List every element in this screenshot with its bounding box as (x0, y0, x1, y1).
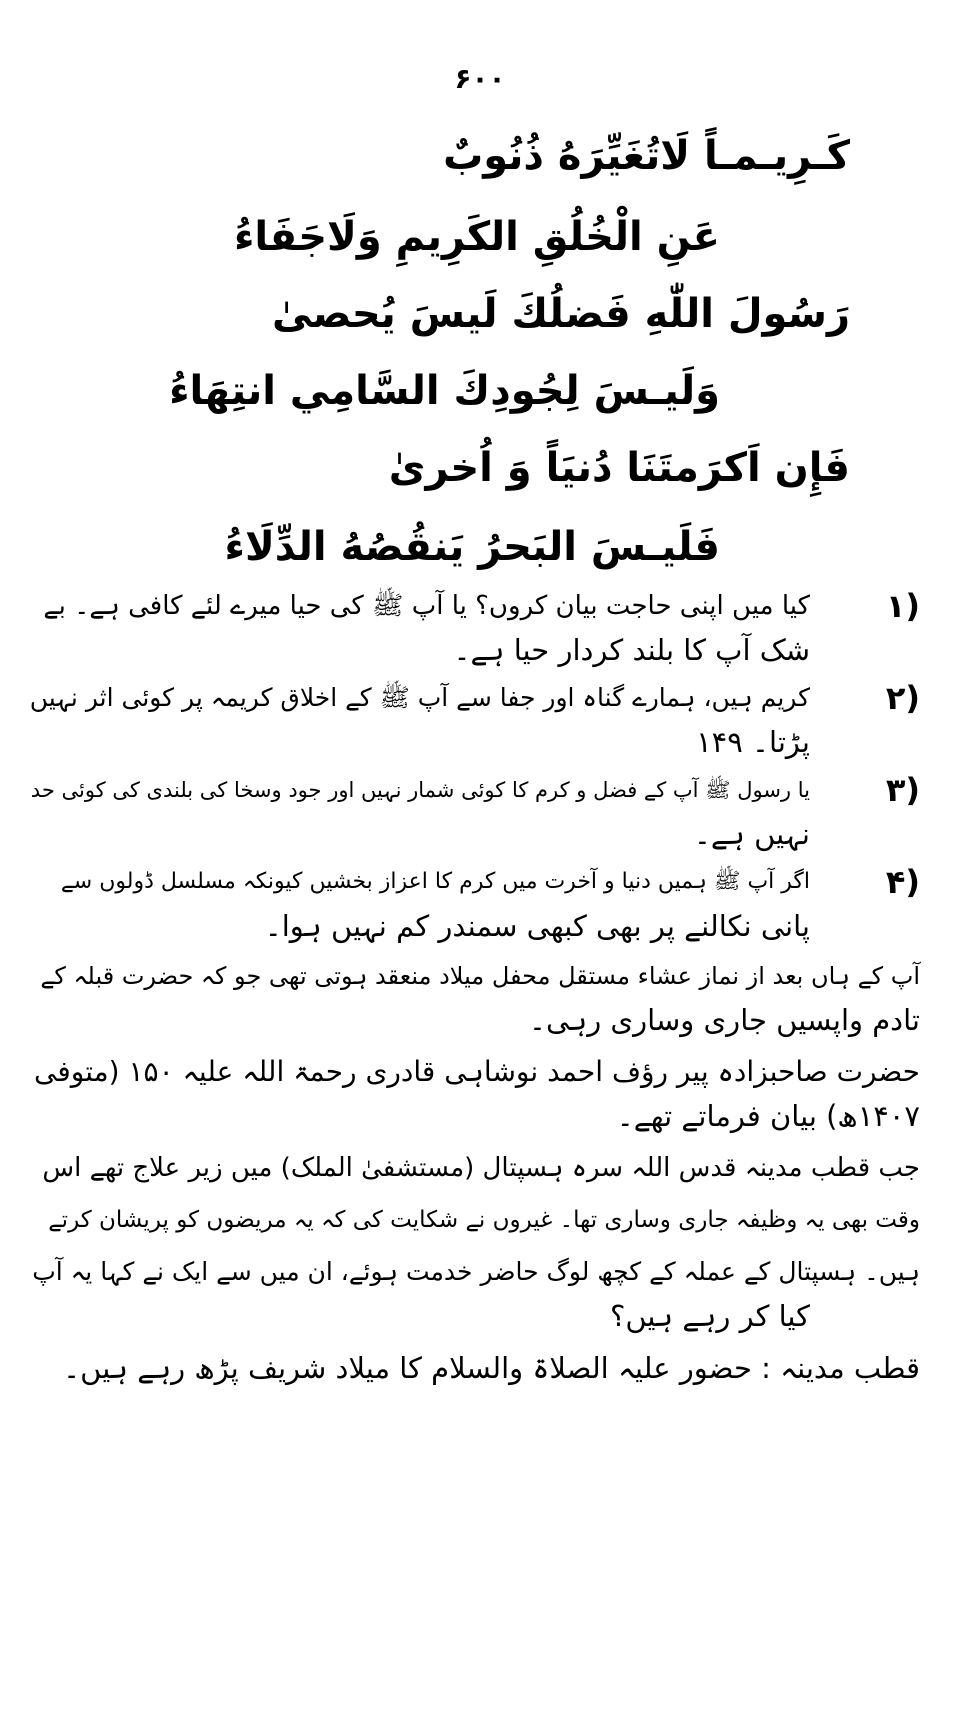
prose-line: تادم واپسیں جاری وساری رہی۔ (529, 1003, 920, 1037)
prose-line: کیا کر رہے ہیں؟ (609, 1299, 810, 1333)
poem-verse: رَسُولَ اللّٰهِ فَضلُكَ لَيسَ يُحصىٰ (272, 291, 850, 337)
poem-verse: عَنِ الْخُلُقِ الكَرِيمِ وَلَاجَفَاءُ (233, 214, 720, 260)
translation-line: اگر آپ ﷺ ہمیں دنیا و آخرت میں کرم کا اعزاز بخشیں کیونکہ مسلسل ڈولوں سے (60, 869, 810, 894)
item-number: ۲) (885, 679, 920, 717)
prose-line: جب قطب مدینہ قدس اللہ سرہ ہسپتال (مستشفیٰ الملک) میں زیر علاج تھے اس (42, 1153, 920, 1183)
translation-line: نہیں ہے۔ (693, 817, 810, 851)
translation-line: کیا میں اپنی حاجت بیان کروں؟ یا آپ ﷺ کی حیا میرے لئے کافی ہے۔ بے (43, 591, 810, 621)
translation-line: پڑتا۔ ۱۴۹ (696, 725, 810, 759)
translation-line: کریم ہیں، ہمارے گناہ اور جفا سے آپ ﷺ کے اخلاق کریمہ پر کوئی اثر نہیں (29, 683, 810, 712)
prose-line: ہیں۔ ہسپتال کے عملہ کے کچھ لوگ حاضر خدمت ہوئے، ان میں سے ایک نے کہا یہ آپ (32, 1257, 920, 1286)
translation-line: شک آپ کا بلند کردار حیا ہے۔ (453, 633, 810, 667)
translation-line: یا رسول ﷺ آپ کے فضل و کرم کا کوئی شمار نہیں اور جود وسخا کی بلندی کی کوئی حد (30, 778, 810, 802)
item-number: ۱) (885, 587, 920, 625)
page-number: ۶۰۰ (454, 62, 506, 95)
prose-line: حضرت صاحبزادہ پیر رؤف احمد نوشاہی قادری رحمۃ اللہ علیہ ۱۵۰ (متوفی (34, 1055, 920, 1088)
prose-line: وقت بھی یہ وظیفہ جاری وساری تھا۔ غیروں نے شکایت کی کہ یہ مریضوں کو پریشان کرتے (48, 1207, 920, 1233)
item-number: ۴) (885, 863, 920, 901)
poem-verse: فَلَيـسَ البَحرُ يَنقُصُهُ الدِّلَاءُ (224, 524, 720, 570)
poem-verse: كَـرِيـمـاً لَاتُغَيِّرَهُ ذُنُوبٌ (443, 133, 850, 179)
prose-line: قطب مدینہ : حضور علیہ الصلاۃ والسلام کا میلاد شریف پڑھ رہے ہیں۔ (63, 1351, 920, 1385)
prose-line: ۱۴۰۷ھ) بیان فرماتے تھے۔ (616, 1099, 920, 1133)
translation-line: پانی نکالنے پر بھی کبھی سمندر کم نہیں ہوا۔ (264, 909, 810, 943)
poem-verse: فَإِن اَكرَمتَنَا دُنيَاً وَ اُخرىٰ (388, 445, 850, 491)
prose-line: آپ کے ہاں بعد از نماز عشاء مستقل محفل میلاد منعقد ہوتی تھی جو کہ حضرت قبلہ کے (40, 962, 920, 990)
item-number: ۳) (885, 771, 920, 809)
poem-verse: وَلَيـسَ لِجُودِكَ السَّامِي انتِهَاءُ (169, 368, 720, 414)
